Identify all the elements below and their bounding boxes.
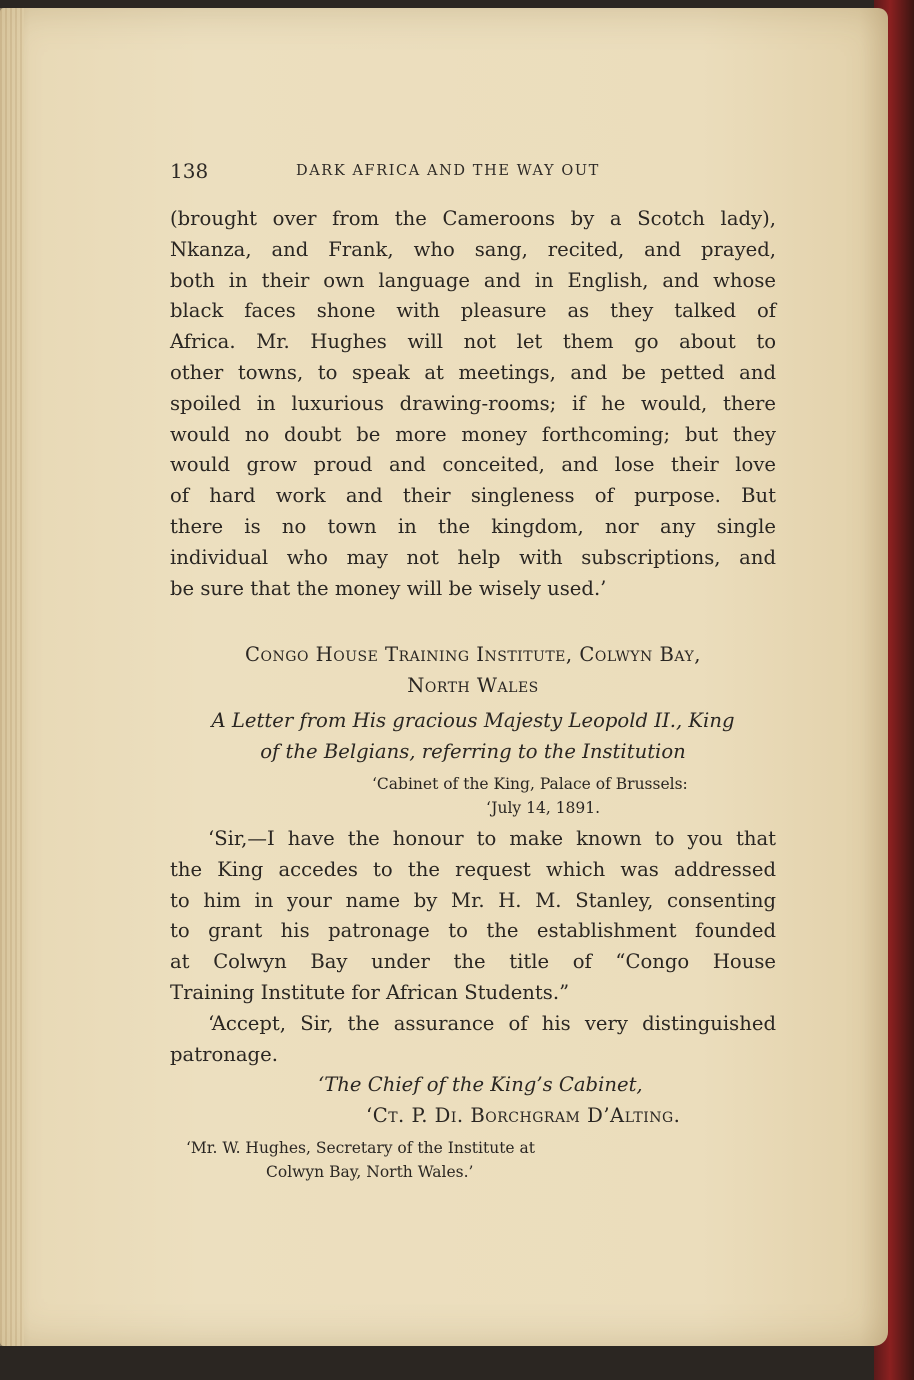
signature-line: ‘The Chief of the King’s Cabinet,	[318, 1073, 643, 1096]
text-line: both in their own language and in English, and whose	[170, 268, 776, 292]
text-line: would no doubt be more money forthcoming; but they	[170, 422, 776, 446]
text-line: spoiled in luxurious drawing-rooms; if he would, there	[170, 391, 776, 415]
text-line: individual who may not help with subscriptions, and	[170, 545, 776, 569]
text-line: ‘Sir,—I have the honour to make known to you that	[208, 827, 776, 850]
section-heading	[170, 640, 776, 702]
text-line: other towns, to speak at meetings, and be petted and	[170, 360, 776, 384]
text-line: be sure that the money will be wisely used.’	[170, 576, 607, 600]
text-line: ‘Accept, Sir, the assurance of his very distinguished	[208, 1011, 776, 1035]
heading-line: North Wales	[407, 673, 539, 697]
text-line: black faces shone with pleasure as they talked of	[170, 299, 776, 323]
text-line: patronage.	[170, 1042, 278, 1066]
letter-dateline	[372, 772, 776, 820]
text-line: Africa. Mr. Hughes will not let them go about to	[170, 330, 776, 354]
letter-signature	[318, 1070, 776, 1132]
subtitle-line: of the Belgians, referring to the Institution	[260, 739, 686, 763]
letter-addressee	[186, 1136, 776, 1184]
page-header	[170, 156, 776, 186]
addressee-line: Colwyn Bay, North Wales.’	[266, 1163, 474, 1181]
paragraph-body	[170, 204, 776, 604]
letter-body	[170, 824, 776, 1070]
subtitle-line: A Letter from His gracious Majesty Leopold II., King	[211, 709, 735, 732]
text-line: the King accedes to the request which was addressed	[170, 857, 776, 881]
text-line: Nkanza, and Frank, who sang, recited, and prayed,	[170, 237, 776, 261]
addressee-line: ‘Mr. W. Hughes, Secretary of the Institute at	[186, 1139, 535, 1157]
dateline-line: ‘July 14, 1891.	[486, 799, 601, 817]
dateline-line: ‘Cabinet of the King, Palace of Brussels:	[372, 775, 688, 793]
page-number: 138	[170, 159, 209, 183]
text-line: of hard work and their singleness of purpose. But	[170, 484, 776, 508]
text-line: there is no town in the kingdom, nor any single	[170, 514, 776, 538]
heading-line: Congo House Training Institute, Colwyn Bay,	[245, 643, 701, 666]
text-line: at Colwyn Bay under the title of “Congo House	[170, 950, 776, 974]
text-line: Training Institute for African Students.”	[170, 980, 570, 1004]
text-line: to him in your name by Mr. H. M. Stanley, consenting	[170, 888, 776, 912]
text-line: to grant his patronage to the establishment founded	[170, 919, 776, 943]
letter-subtitle	[170, 706, 776, 768]
running-title: DARK AFRICA AND THE WAY OUT	[296, 163, 600, 179]
text-line: would grow proud and conceited, and lose their love	[170, 453, 776, 477]
text-line: (brought over from the Cameroons by a Scotch lady),	[170, 207, 776, 230]
signature-line: ‘Ct. P. Di. Borchgram D’Alting.	[366, 1103, 681, 1127]
page-stack-edges	[0, 8, 24, 1346]
